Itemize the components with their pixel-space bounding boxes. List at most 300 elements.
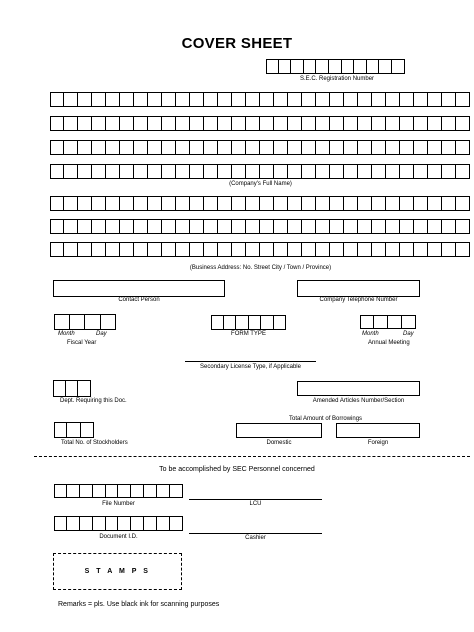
input-cell[interactable] bbox=[231, 242, 246, 257]
input-cell[interactable] bbox=[399, 140, 414, 155]
input-cell[interactable] bbox=[217, 242, 232, 257]
input-cell[interactable] bbox=[133, 242, 148, 257]
input-cell[interactable] bbox=[235, 315, 249, 330]
input-cell[interactable] bbox=[231, 140, 246, 155]
input-cell[interactable] bbox=[360, 315, 374, 329]
input-cell[interactable] bbox=[301, 164, 316, 179]
input-cell[interactable] bbox=[329, 140, 344, 155]
input-cell[interactable] bbox=[287, 219, 302, 234]
file-number-field[interactable] bbox=[54, 484, 183, 498]
input-cell[interactable] bbox=[77, 164, 92, 179]
input-cell[interactable] bbox=[315, 59, 329, 74]
form-type-field[interactable] bbox=[211, 315, 286, 330]
input-cell[interactable] bbox=[343, 164, 358, 179]
business-address-row-2[interactable] bbox=[50, 219, 471, 234]
input-cell[interactable] bbox=[378, 59, 392, 74]
fiscal-day-label: Day bbox=[96, 331, 107, 337]
input-cell[interactable] bbox=[50, 140, 64, 155]
annual-meeting-label: Annual Meeting bbox=[368, 340, 410, 346]
input-cell[interactable] bbox=[77, 380, 91, 397]
input-cell[interactable] bbox=[91, 219, 106, 234]
input-cell[interactable] bbox=[77, 196, 92, 211]
input-cell[interactable] bbox=[147, 242, 162, 257]
secondary-license-label: Secondary License Type, if Applicable bbox=[200, 364, 301, 370]
input-cell[interactable] bbox=[223, 315, 237, 330]
input-cell[interactable] bbox=[63, 116, 78, 131]
input-cell[interactable] bbox=[329, 116, 344, 131]
input-cell[interactable] bbox=[245, 116, 260, 131]
input-cell[interactable] bbox=[231, 92, 246, 107]
input-cell[interactable] bbox=[413, 219, 428, 234]
file-number-label: File Number bbox=[102, 501, 135, 507]
input-cell[interactable] bbox=[315, 92, 330, 107]
input-cell[interactable] bbox=[455, 164, 470, 179]
input-cell[interactable] bbox=[278, 59, 292, 74]
input-cell[interactable] bbox=[217, 92, 232, 107]
input-cell[interactable] bbox=[273, 242, 288, 257]
input-cell[interactable] bbox=[77, 116, 92, 131]
input-cell[interactable] bbox=[245, 140, 260, 155]
input-cell[interactable] bbox=[329, 92, 344, 107]
input-cell[interactable] bbox=[66, 422, 80, 438]
input-cell[interactable] bbox=[301, 116, 316, 131]
input-cell[interactable] bbox=[92, 484, 106, 498]
input-cell[interactable] bbox=[357, 92, 372, 107]
input-cell[interactable] bbox=[63, 196, 78, 211]
input-cell[interactable] bbox=[248, 315, 262, 330]
input-cell[interactable] bbox=[301, 140, 316, 155]
input-cell[interactable] bbox=[441, 242, 456, 257]
input-cell[interactable] bbox=[50, 242, 64, 257]
input-cell[interactable] bbox=[84, 314, 101, 330]
stamps-label: S T A M P S bbox=[84, 568, 151, 575]
input-cell[interactable] bbox=[119, 164, 134, 179]
input-cell[interactable] bbox=[80, 422, 94, 438]
input-cell[interactable] bbox=[161, 242, 176, 257]
input-cell[interactable] bbox=[91, 116, 106, 131]
input-cell[interactable] bbox=[100, 314, 117, 330]
input-cell[interactable] bbox=[371, 164, 386, 179]
input-cell[interactable] bbox=[385, 219, 400, 234]
input-cell[interactable] bbox=[91, 242, 106, 257]
company-name-row-4[interactable] bbox=[50, 164, 471, 179]
input-cell[interactable] bbox=[441, 164, 456, 179]
form-type-label: FORM TYPE bbox=[231, 331, 266, 337]
input-cell[interactable] bbox=[357, 164, 372, 179]
input-cell[interactable] bbox=[91, 92, 106, 107]
input-cell[interactable] bbox=[290, 59, 304, 74]
document-id-field[interactable] bbox=[54, 516, 183, 531]
input-cell[interactable] bbox=[147, 92, 162, 107]
input-cell[interactable] bbox=[245, 242, 260, 257]
input-cell[interactable] bbox=[273, 140, 288, 155]
input-cell[interactable] bbox=[133, 140, 148, 155]
input-cell[interactable] bbox=[329, 242, 344, 257]
input-cell[interactable] bbox=[133, 92, 148, 107]
input-cell[interactable] bbox=[133, 116, 148, 131]
input-cell[interactable] bbox=[259, 164, 274, 179]
input-cell[interactable] bbox=[413, 92, 428, 107]
input-cell[interactable] bbox=[147, 140, 162, 155]
input-cell[interactable] bbox=[260, 315, 274, 330]
input-cell[interactable] bbox=[92, 516, 106, 531]
input-cell[interactable] bbox=[455, 196, 470, 211]
input-cell[interactable] bbox=[231, 219, 246, 234]
input-cell[interactable] bbox=[91, 140, 106, 155]
input-cell[interactable] bbox=[399, 116, 414, 131]
company-telephone-field[interactable] bbox=[297, 280, 420, 297]
input-cell[interactable] bbox=[441, 116, 456, 131]
input-cell[interactable] bbox=[161, 196, 176, 211]
input-cell[interactable] bbox=[169, 516, 183, 531]
input-cell[interactable] bbox=[143, 516, 157, 531]
cashier-label: Cashier bbox=[245, 535, 266, 541]
input-cell[interactable] bbox=[287, 164, 302, 179]
input-cell[interactable] bbox=[343, 116, 358, 131]
input-cell[interactable] bbox=[105, 164, 120, 179]
input-cell[interactable] bbox=[105, 242, 120, 257]
input-cell[interactable] bbox=[385, 140, 400, 155]
foreign-field[interactable] bbox=[336, 423, 420, 438]
input-cell[interactable] bbox=[147, 219, 162, 234]
input-cell[interactable] bbox=[455, 219, 470, 234]
input-cell[interactable] bbox=[287, 242, 302, 257]
input-cell[interactable] bbox=[427, 242, 442, 257]
input-cell[interactable] bbox=[69, 314, 86, 330]
input-cell[interactable] bbox=[130, 516, 144, 531]
input-cell[interactable] bbox=[119, 92, 134, 107]
input-cell[interactable] bbox=[413, 140, 428, 155]
input-cell[interactable] bbox=[161, 219, 176, 234]
input-cell[interactable] bbox=[54, 422, 67, 438]
stockholders-label: Total No. of Stockholders bbox=[61, 440, 128, 446]
input-cell[interactable] bbox=[91, 196, 106, 211]
input-cell[interactable] bbox=[273, 92, 288, 107]
input-cell[interactable] bbox=[343, 219, 358, 234]
input-cell[interactable] bbox=[133, 164, 148, 179]
input-cell[interactable] bbox=[189, 92, 204, 107]
input-cell[interactable] bbox=[441, 140, 456, 155]
input-cell[interactable] bbox=[217, 116, 232, 131]
input-cell[interactable] bbox=[341, 59, 355, 74]
input-cell[interactable] bbox=[189, 140, 204, 155]
input-cell[interactable] bbox=[455, 140, 470, 155]
input-cell[interactable] bbox=[203, 219, 218, 234]
input-cell[interactable] bbox=[315, 116, 330, 131]
input-cell[interactable] bbox=[203, 92, 218, 107]
input-cell[interactable] bbox=[413, 116, 428, 131]
input-cell[interactable] bbox=[399, 196, 414, 211]
input-cell[interactable] bbox=[315, 242, 330, 257]
input-cell[interactable] bbox=[119, 242, 134, 257]
input-cell[interactable] bbox=[455, 116, 470, 131]
input-cell[interactable] bbox=[413, 164, 428, 179]
input-cell[interactable] bbox=[133, 219, 148, 234]
input-cell[interactable] bbox=[105, 516, 119, 531]
input-cell[interactable] bbox=[343, 140, 358, 155]
input-cell[interactable] bbox=[371, 116, 386, 131]
input-cell[interactable] bbox=[175, 140, 190, 155]
input-cell[interactable] bbox=[385, 196, 400, 211]
input-cell[interactable] bbox=[65, 380, 79, 397]
domestic-field[interactable] bbox=[236, 423, 322, 438]
input-cell[interactable] bbox=[427, 92, 442, 107]
input-cell[interactable] bbox=[77, 242, 92, 257]
foreign-label: Foreign bbox=[367, 440, 389, 446]
input-cell[interactable] bbox=[343, 196, 358, 211]
input-cell[interactable] bbox=[371, 92, 386, 107]
input-cell[interactable] bbox=[399, 242, 414, 257]
input-cell[interactable] bbox=[357, 219, 372, 234]
input-cell[interactable] bbox=[231, 196, 246, 211]
input-cell[interactable] bbox=[343, 92, 358, 107]
input-cell[interactable] bbox=[147, 116, 162, 131]
input-cell[interactable] bbox=[328, 59, 342, 74]
input-cell[interactable] bbox=[401, 315, 416, 329]
input-cell[interactable] bbox=[399, 219, 414, 234]
input-cell[interactable] bbox=[50, 219, 64, 234]
input-cell[interactable] bbox=[357, 196, 372, 211]
input-cell[interactable] bbox=[259, 242, 274, 257]
company-full-name-label: (Company's Full Name) bbox=[229, 181, 292, 187]
input-cell[interactable] bbox=[259, 116, 274, 131]
input-cell[interactable] bbox=[357, 116, 372, 131]
input-cell[interactable] bbox=[156, 516, 170, 531]
input-cell[interactable] bbox=[441, 219, 456, 234]
input-cell[interactable] bbox=[301, 196, 316, 211]
annual-month-label: Month bbox=[362, 331, 379, 337]
input-cell[interactable] bbox=[161, 92, 176, 107]
company-name-row-2[interactable] bbox=[50, 116, 471, 131]
input-cell[interactable] bbox=[217, 164, 232, 179]
input-cell[interactable] bbox=[117, 516, 131, 531]
input-cell[interactable] bbox=[315, 140, 330, 155]
input-cell[interactable] bbox=[119, 196, 134, 211]
input-cell[interactable] bbox=[371, 219, 386, 234]
input-cell[interactable] bbox=[105, 116, 120, 131]
input-cell[interactable] bbox=[79, 484, 93, 498]
input-cell[interactable] bbox=[315, 196, 330, 211]
input-cell[interactable] bbox=[287, 140, 302, 155]
input-cell[interactable] bbox=[273, 116, 288, 131]
input-cell[interactable] bbox=[203, 140, 218, 155]
input-cell[interactable] bbox=[50, 116, 64, 131]
input-cell[interactable] bbox=[63, 92, 78, 107]
sec-personnel-label: To be accomplished by SEC Personnel concerned bbox=[159, 466, 315, 473]
input-cell[interactable] bbox=[203, 242, 218, 257]
document-id-label: Document I.D. bbox=[99, 534, 138, 540]
input-cell[interactable] bbox=[371, 140, 386, 155]
input-cell[interactable] bbox=[175, 92, 190, 107]
input-cell[interactable] bbox=[50, 196, 64, 211]
input-cell[interactable] bbox=[273, 219, 288, 234]
input-cell[interactable] bbox=[130, 484, 144, 498]
input-cell[interactable] bbox=[245, 196, 260, 211]
input-cell[interactable] bbox=[371, 196, 386, 211]
cashier-line[interactable] bbox=[189, 533, 322, 534]
input-cell[interactable] bbox=[427, 164, 442, 179]
input-cell[interactable] bbox=[427, 219, 442, 234]
input-cell[interactable] bbox=[50, 164, 64, 179]
input-cell[interactable] bbox=[301, 219, 316, 234]
input-cell[interactable] bbox=[231, 116, 246, 131]
company-name-row-1[interactable] bbox=[50, 92, 471, 107]
input-cell[interactable] bbox=[385, 242, 400, 257]
input-cell[interactable] bbox=[50, 92, 64, 107]
input-cell[interactable] bbox=[455, 242, 470, 257]
input-cell[interactable] bbox=[119, 140, 134, 155]
annual-meeting-field[interactable] bbox=[360, 315, 416, 329]
sec-registration-number-field[interactable] bbox=[266, 59, 405, 74]
section-separator bbox=[34, 456, 470, 457]
input-cell[interactable] bbox=[385, 116, 400, 131]
input-cell[interactable] bbox=[391, 59, 405, 74]
input-cell[interactable] bbox=[91, 164, 106, 179]
input-cell[interactable] bbox=[161, 140, 176, 155]
input-cell[interactable] bbox=[175, 116, 190, 131]
input-cell[interactable] bbox=[413, 196, 428, 211]
input-cell[interactable] bbox=[156, 484, 170, 498]
input-cell[interactable] bbox=[287, 116, 302, 131]
input-cell[interactable] bbox=[189, 164, 204, 179]
sec-registration-label: S.E.C. Registration Number bbox=[300, 76, 375, 82]
input-cell[interactable] bbox=[303, 59, 317, 74]
input-cell[interactable] bbox=[399, 92, 414, 107]
input-cell[interactable] bbox=[385, 164, 400, 179]
contact-person-label: Contact Person bbox=[118, 297, 160, 303]
input-cell[interactable] bbox=[441, 92, 456, 107]
input-cell[interactable] bbox=[175, 242, 190, 257]
input-cell[interactable] bbox=[63, 219, 78, 234]
fiscal-month-label: Month bbox=[58, 331, 75, 337]
input-cell[interactable] bbox=[63, 164, 78, 179]
input-cell[interactable] bbox=[105, 196, 120, 211]
input-cell[interactable] bbox=[315, 219, 330, 234]
stockholders-field[interactable] bbox=[54, 422, 94, 438]
input-cell[interactable] bbox=[245, 219, 260, 234]
company-name-row-3[interactable] bbox=[50, 140, 471, 155]
input-cell[interactable] bbox=[203, 116, 218, 131]
contact-person-field[interactable] bbox=[53, 280, 225, 297]
input-cell[interactable] bbox=[259, 196, 274, 211]
input-cell[interactable] bbox=[63, 242, 78, 257]
input-cell[interactable] bbox=[133, 196, 148, 211]
amended-articles-label: Amended Articles Number/Section bbox=[312, 398, 405, 404]
input-cell[interactable] bbox=[147, 196, 162, 211]
input-cell[interactable] bbox=[77, 92, 92, 107]
input-cell[interactable] bbox=[217, 219, 232, 234]
input-cell[interactable] bbox=[259, 92, 274, 107]
input-cell[interactable] bbox=[357, 242, 372, 257]
input-cell[interactable] bbox=[79, 516, 93, 531]
input-cell[interactable] bbox=[66, 484, 80, 498]
input-cell[interactable] bbox=[441, 196, 456, 211]
input-cell[interactable] bbox=[427, 140, 442, 155]
input-cell[interactable] bbox=[105, 140, 120, 155]
input-cell[interactable] bbox=[387, 315, 402, 329]
input-cell[interactable] bbox=[315, 164, 330, 179]
input-cell[interactable] bbox=[385, 92, 400, 107]
input-cell[interactable] bbox=[371, 242, 386, 257]
input-cell[interactable] bbox=[245, 92, 260, 107]
input-cell[interactable] bbox=[77, 140, 92, 155]
input-cell[interactable] bbox=[119, 219, 134, 234]
input-cell[interactable] bbox=[259, 140, 274, 155]
input-cell[interactable] bbox=[203, 164, 218, 179]
input-cell[interactable] bbox=[66, 516, 80, 531]
input-cell[interactable] bbox=[105, 219, 120, 234]
dept-requiring-field[interactable] bbox=[53, 380, 91, 397]
input-cell[interactable] bbox=[455, 92, 470, 107]
input-cell[interactable] bbox=[189, 116, 204, 131]
input-cell[interactable] bbox=[175, 196, 190, 211]
business-address-row-3[interactable] bbox=[50, 242, 471, 257]
input-cell[interactable] bbox=[189, 196, 204, 211]
input-cell[interactable] bbox=[54, 314, 70, 330]
input-cell[interactable] bbox=[373, 315, 388, 329]
business-address-row-1[interactable] bbox=[50, 196, 471, 211]
input-cell[interactable] bbox=[119, 116, 134, 131]
input-cell[interactable] bbox=[105, 484, 119, 498]
input-cell[interactable] bbox=[175, 219, 190, 234]
input-cell[interactable] bbox=[217, 140, 232, 155]
input-cell[interactable] bbox=[273, 164, 288, 179]
dept-requiring-label: Dept. Requiring this Doc. bbox=[60, 398, 127, 404]
input-cell[interactable] bbox=[343, 242, 358, 257]
input-cell[interactable] bbox=[287, 196, 302, 211]
input-cell[interactable] bbox=[329, 164, 344, 179]
input-cell[interactable] bbox=[169, 484, 183, 498]
input-cell[interactable] bbox=[231, 164, 246, 179]
input-cell[interactable] bbox=[427, 116, 442, 131]
amended-articles-field[interactable] bbox=[297, 381, 420, 396]
secondary-license-line[interactable] bbox=[185, 361, 316, 362]
input-cell[interactable] bbox=[203, 196, 218, 211]
input-cell[interactable] bbox=[105, 92, 120, 107]
input-cell[interactable] bbox=[413, 242, 428, 257]
input-cell[interactable] bbox=[117, 484, 131, 498]
fiscal-year-field[interactable] bbox=[54, 314, 116, 330]
input-cell[interactable] bbox=[329, 196, 344, 211]
lcu-line[interactable] bbox=[189, 499, 322, 500]
input-cell[interactable] bbox=[427, 196, 442, 211]
input-cell[interactable] bbox=[329, 219, 344, 234]
input-cell[interactable] bbox=[301, 92, 316, 107]
input-cell[interactable] bbox=[161, 116, 176, 131]
input-cell[interactable] bbox=[161, 164, 176, 179]
input-cell[interactable] bbox=[259, 219, 274, 234]
input-cell[interactable] bbox=[399, 164, 414, 179]
input-cell[interactable] bbox=[143, 484, 157, 498]
input-cell[interactable] bbox=[189, 242, 204, 257]
input-cell[interactable] bbox=[273, 196, 288, 211]
input-cell[interactable] bbox=[63, 140, 78, 155]
annual-day-label: Day bbox=[403, 331, 414, 337]
input-cell[interactable] bbox=[366, 59, 380, 74]
input-cell[interactable] bbox=[245, 164, 260, 179]
input-cell[interactable] bbox=[301, 242, 316, 257]
remarks-text: Remarks = pls. Use black ink for scanning purposes bbox=[58, 601, 220, 608]
input-cell[interactable] bbox=[189, 219, 204, 234]
input-cell[interactable] bbox=[77, 219, 92, 234]
input-cell[interactable] bbox=[147, 164, 162, 179]
input-cell[interactable] bbox=[273, 315, 287, 330]
input-cell[interactable] bbox=[175, 164, 190, 179]
input-cell[interactable] bbox=[217, 196, 232, 211]
input-cell[interactable] bbox=[353, 59, 367, 74]
input-cell[interactable] bbox=[287, 92, 302, 107]
input-cell[interactable] bbox=[357, 140, 372, 155]
